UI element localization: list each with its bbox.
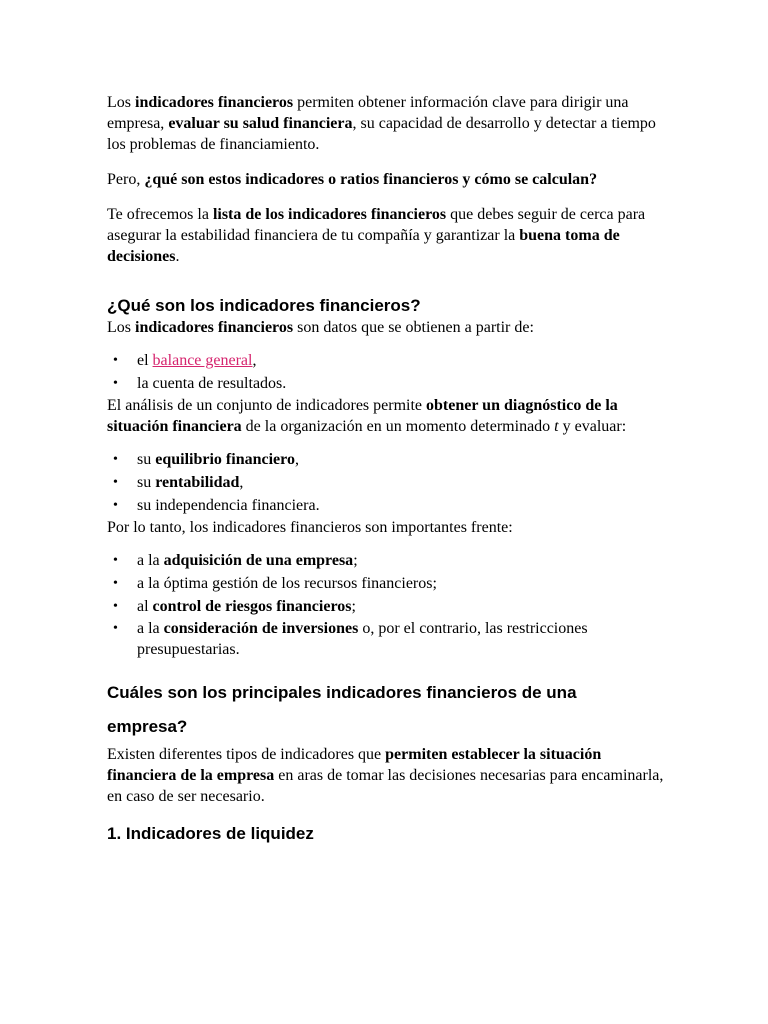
heading-line: Cuáles son los principales indicadores financieros de una	[107, 683, 577, 702]
text: ,	[294, 451, 299, 468]
text: El análisis de un conjunto de indicadores permite	[107, 397, 427, 414]
text: que debes seguir de cerca para asegurar la estabilidad financiera de tu compañía y garantizar la	[107, 206, 646, 244]
text: ,	[252, 352, 257, 369]
bold-text: obtener un diagnóstico de la situación financiera	[107, 397, 618, 435]
importance-paragraph: Por lo tanto, los indicadores financieros son importantes frente:	[107, 519, 513, 536]
balance-general-link[interactable]: balance general	[152, 352, 253, 369]
bold-text: permiten establecer la situación financiera de la empresa	[107, 746, 602, 784]
text: o, por el contrario, las restricciones presupuestarias.	[137, 620, 588, 658]
text: ;	[353, 552, 358, 569]
list-item: • su independencia financiera.	[107, 494, 667, 517]
sources-list	[107, 349, 667, 395]
list-item: • la cuenta de resultados.	[107, 372, 667, 395]
list-item	[107, 349, 667, 372]
text: de la organización en un momento determinado	[241, 418, 555, 435]
bold-text: indicadores financieros	[135, 94, 294, 111]
types-paragraph	[107, 744, 667, 807]
bold-text: evaluar su salud financiera	[168, 115, 353, 132]
text: su	[137, 451, 156, 468]
text: al	[137, 598, 153, 615]
text: ;	[351, 598, 356, 615]
text: .	[175, 248, 180, 265]
bold-text: adquisición de una empresa	[163, 552, 354, 569]
evaluation-list	[107, 448, 667, 517]
text: permiten obtener información clave para dirigir una empresa,	[107, 94, 629, 132]
list-item	[107, 618, 667, 660]
lead-paragraph	[107, 317, 667, 338]
text: Pero,	[107, 171, 145, 188]
text: Existen diferentes tipos de indicadores que	[107, 746, 386, 763]
bold-text: indicadores financieros	[135, 319, 294, 336]
text: y evaluar:	[558, 418, 627, 435]
text: el	[137, 352, 153, 369]
text: , su capacidad de desarrollo y detectar a tiempo los problemas de financiamiento.	[107, 115, 656, 153]
list-item	[107, 448, 667, 471]
bold-text: lista de los indicadores financieros	[212, 206, 447, 223]
list-item	[107, 471, 667, 494]
text: Los	[107, 94, 135, 111]
text: son datos que se obtienen a partir de:	[293, 319, 534, 336]
text: su	[137, 474, 156, 491]
bold-text: equilibrio financiero	[155, 451, 295, 468]
importance-list	[107, 549, 667, 660]
section-heading-liquidez: 1. Indicadores de liquidez	[107, 824, 314, 843]
text: ,	[239, 474, 244, 491]
bold-text: buena toma de decisiones	[107, 227, 620, 265]
article-body	[107, 92, 667, 845]
list-item: • a la óptima gestión de los recursos financieros;	[107, 572, 667, 595]
analysis-paragraph	[107, 395, 667, 437]
bold-text: control de riesgos financieros	[152, 598, 352, 615]
text: Los	[107, 319, 135, 336]
offer-paragraph	[107, 204, 667, 267]
list-item	[107, 595, 667, 618]
intro-paragraph	[107, 92, 667, 155]
bold-text: consideración de inversiones	[163, 620, 359, 637]
text: a la	[137, 552, 164, 569]
heading-line: empresa?	[107, 717, 188, 736]
section-heading-cuales-son	[107, 676, 667, 744]
section-heading-que-son: ¿Qué son los indicadores financieros?	[107, 296, 421, 315]
list-item	[107, 549, 667, 572]
text: Te ofrecemos la	[107, 206, 213, 223]
bold-text: rentabilidad	[155, 474, 240, 491]
bold-text: ¿qué son estos indicadores o ratios financieros y cómo se calculan?	[144, 171, 598, 188]
italic-text: t	[554, 418, 559, 435]
question-paragraph	[107, 169, 667, 190]
text: a la	[137, 620, 164, 637]
text: en aras de tomar las decisiones necesarias para encaminarla, en caso de ser necesario.	[107, 767, 664, 805]
